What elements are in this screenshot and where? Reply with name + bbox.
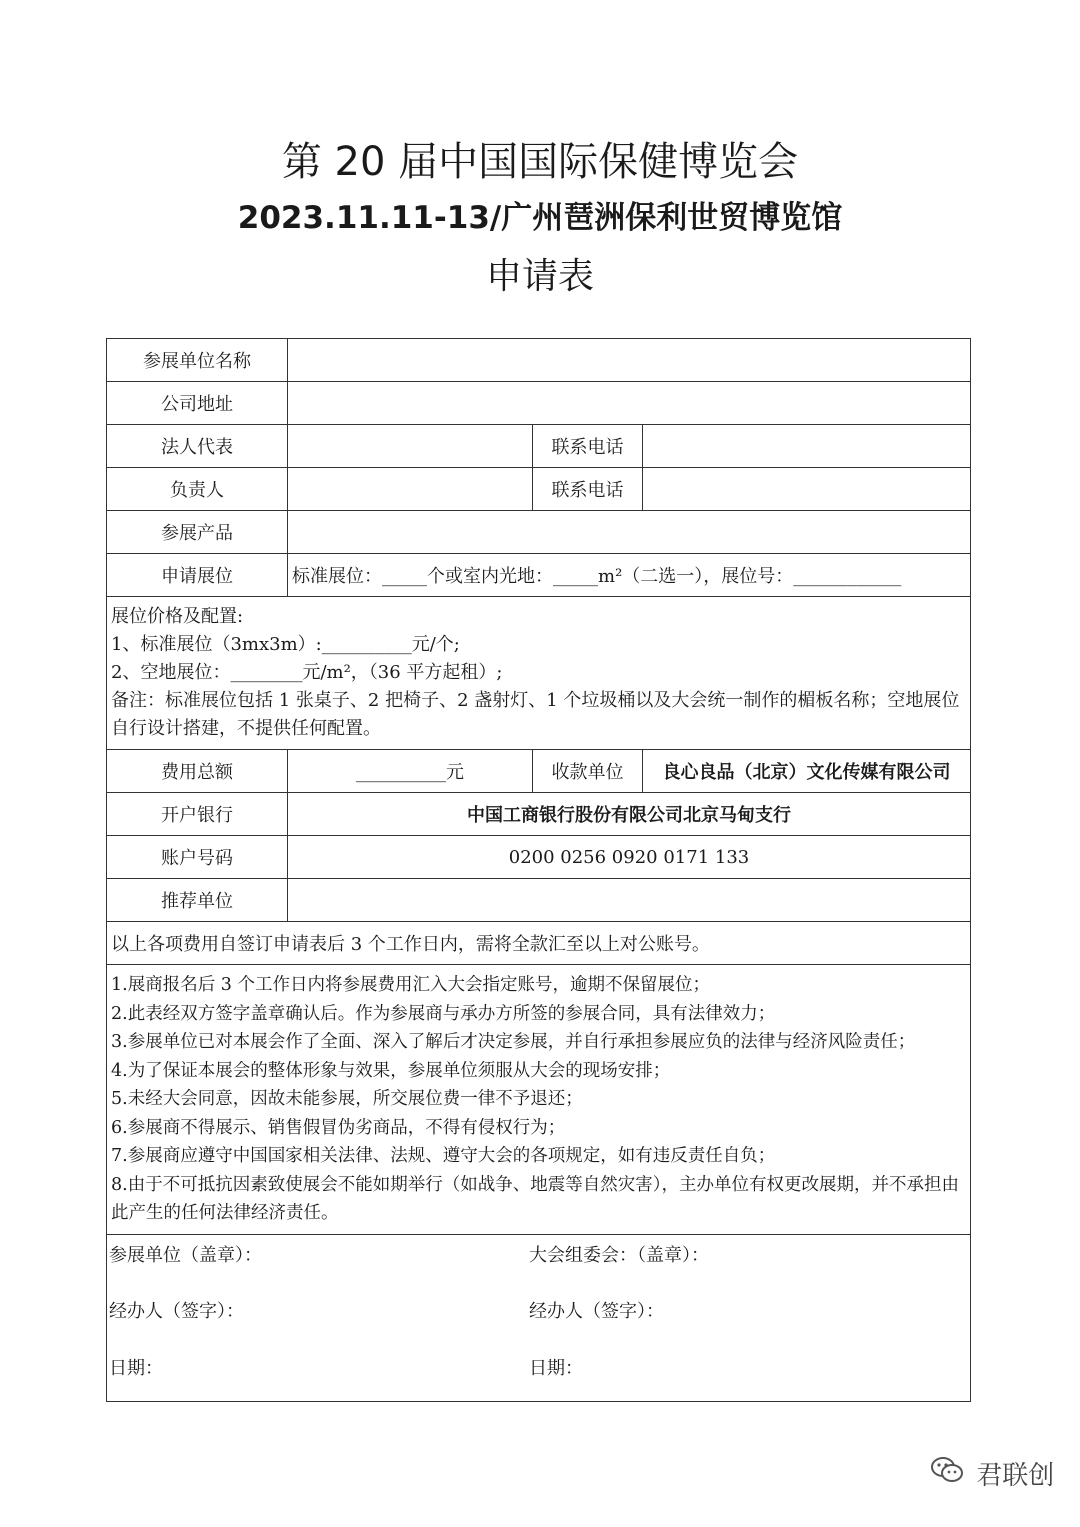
term-6: 6.参展商不得展示、销售假冒伪劣商品，不得有侵权行为； [111,1117,566,1138]
contact-phone-field[interactable] [643,425,971,468]
signature-section [107,1234,971,1401]
term-4: 4.为了保证本展会的整体形象与效果，参展单位须服从大会的现场安排； [111,1060,671,1081]
bank-value: 中国工商银行股份有限公司北京马甸支行 [288,793,971,836]
account-value: 0200 0256 0920 0171 133 [288,836,971,879]
bank-label: 开户银行 [107,793,288,836]
booth-label: 申请展位 [107,554,288,597]
term-1: 1.展商报名后 3 个工作日内将参展费用汇入大会指定账号，逾期不保留展位； [111,975,710,995]
form-title: 申请表 [485,256,594,297]
space-booth-price: 2、空地展位：________元/m²，（36 平方起租）; [111,662,503,683]
exhibitor-seal-label: 参展单位（盖章）： [109,1244,262,1266]
term-2: 2.此表经双方签字盖章确认后。作为参展商与承办方所签的参展合同，具有法律效力； [111,1003,776,1024]
company-address-field[interactable] [288,382,971,425]
committee-seal-label: 大会组委会：（盖章）： [529,1244,709,1266]
term-7: 7.参展商应遵守中国国家相关法律、法规、遵守大会的各项规定，如有违反责任自负； [111,1146,776,1166]
person-in-charge-field[interactable] [288,468,533,511]
application-form [106,338,971,1402]
term-5: 5.未经大会同意，因故未能参展，所交展位费一律不予退还； [111,1089,583,1109]
referrer-field[interactable] [288,879,971,922]
date-left: 日期： [109,1357,163,1379]
payee-label: 收款单位 [533,750,643,793]
term-8: 8.由于不可抵抗因素致使展会不能如期举行（如战争、地震等自然灾害），主办单位有权更改展期，并不承担由此产生的任何法律经济责任。 [111,1174,959,1223]
booth-field[interactable]: 标准展位：_____个或室内光地：_____m²（二选一），展位号：____________ [288,554,971,597]
referrer-label: 推荐单位 [107,879,288,922]
person-in-charge-label: 负责人 [107,468,288,511]
standard-booth-price: 1、标准展位（3mx3m）:__________元/个; [111,634,460,655]
event-date-venue: 2023.11.11-13/广州琶洲保利世贸博览馆 [237,200,843,236]
wechat-icon [930,1456,964,1491]
exhibitor-name-field[interactable] [288,339,971,382]
payee-value: 良心良品（北京）文化传媒有限公司 [643,750,971,793]
term-3: 3.参展单位已对本展会作了全面、深入了解后才决定参展，并自行承担参展应负的法律与经济风险责任； [111,1032,916,1052]
contact-phone-field-2[interactable] [643,468,971,511]
account-label: 账户号码 [107,836,288,879]
company-address-label: 公司地址 [107,382,288,425]
total-field[interactable]: __________元 [288,750,533,793]
date-right: 日期： [529,1357,583,1379]
terms-section [107,965,971,1235]
legal-rep-field[interactable] [288,425,533,468]
contact-phone-label: 联系电话 [533,425,643,468]
watermark [930,1455,1054,1491]
products-label: 参展产品 [107,511,288,554]
handler-signature-left: 经办人（签字）： [109,1300,244,1322]
page-title: 第 20 届中国国际保健博览会 [281,139,799,185]
legal-rep-label: 法人代表 [107,425,288,468]
pricing-section [107,597,971,750]
watermark-text: 君联创 [976,1461,1055,1491]
pricing-heading: 展位价格及配置: [111,606,244,627]
handler-signature-right: 经办人（签字）： [529,1300,664,1322]
contact-phone-label-2: 联系电话 [533,468,643,511]
products-field[interactable] [288,511,971,554]
payment-note: 以上各项费用自签订申请表后 3 个工作日内，需将全款汇至以上对公账号。 [107,922,971,965]
exhibitor-name-label: 参展单位名称 [107,339,288,382]
total-label: 费用总额 [107,750,288,793]
pricing-remark: 备注：标准展位包括 1 张桌子、2 把椅子、2 盏射灯、1 个垃圾桶以及大会统一制作的楣板名称；空地展位自行设计搭建，不提供任何配置。 [111,690,960,739]
